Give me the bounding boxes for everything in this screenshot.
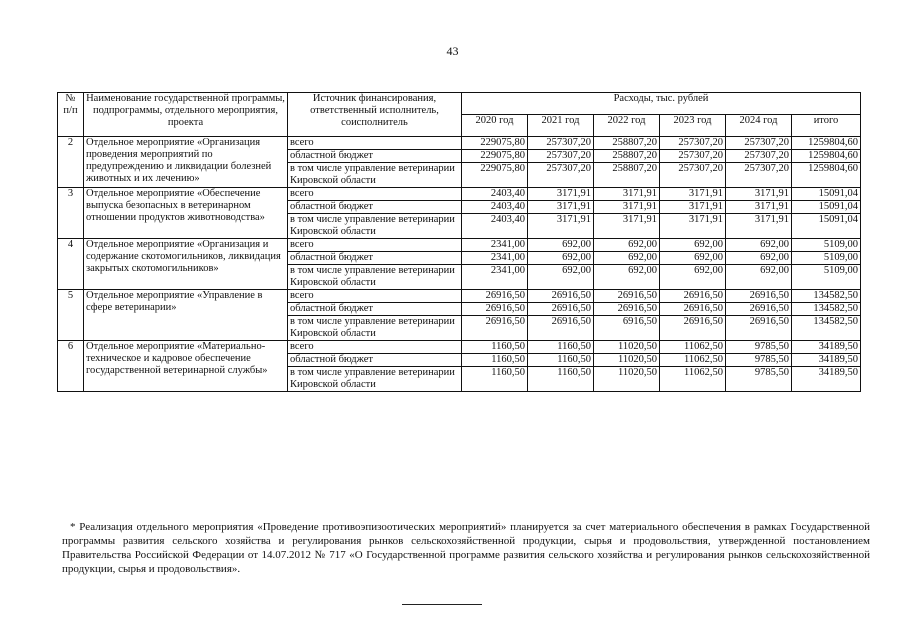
funding-source: областной бюджет [288,354,462,367]
amount-cell: 9785,50 [726,354,792,367]
measure-name: Отдельное мероприятие «Управление в сфере ветеринарии» [84,290,288,341]
amount-cell: 3171,91 [660,214,726,239]
amount-cell: 3171,91 [726,188,792,201]
funding-source: всего [288,341,462,354]
funding-source: в том числе управление ветеринарии Кировской области [288,214,462,239]
amount-cell: 26916,50 [462,316,528,341]
measure-name: Отдельное мероприятие «Организация проведения мероприятий по предупреждению и ликвидации болезней животных и их лечению» [84,137,288,188]
funding-source: всего [288,137,462,150]
amount-cell: 11062,50 [660,367,726,392]
header-year: 2021 год [528,115,594,137]
amount-cell: 5109,00 [792,252,861,265]
amount-cell: 26916,50 [528,290,594,303]
table-row [58,341,861,354]
amount-cell: 2341,00 [462,252,528,265]
header-year: 2024 год [726,115,792,137]
amount-cell: 257307,20 [726,150,792,163]
amount-cell: 15091,04 [792,201,861,214]
amount-cell: 3171,91 [660,188,726,201]
amount-cell: 257307,20 [726,137,792,150]
measure-name: Отдельное мероприятие «Обеспечение выпуска безопасных в ветеринарном отношении продуктов животноводства» [84,188,288,239]
amount-cell: 11020,50 [594,341,660,354]
table-row [58,239,861,252]
amount-cell: 3171,91 [594,201,660,214]
amount-cell: 11062,50 [660,354,726,367]
amount-cell: 26916,50 [660,316,726,341]
header-year: 2023 год [660,115,726,137]
amount-cell: 3171,91 [660,201,726,214]
amount-cell: 257307,20 [528,163,594,188]
funding-source: всего [288,290,462,303]
amount-cell: 26916,50 [660,290,726,303]
amount-cell: 692,00 [594,252,660,265]
header-source: Источник финансирования, ответственный исполнитель, соисполнитель [288,93,462,137]
funding-source: областной бюджет [288,150,462,163]
row-number: 6 [58,341,84,392]
amount-cell: 257307,20 [528,137,594,150]
table-row [58,290,861,303]
amount-cell: 229075,80 [462,163,528,188]
amount-cell: 2341,00 [462,265,528,290]
amount-cell: 15091,04 [792,188,861,201]
amount-cell: 257307,20 [528,150,594,163]
amount-cell: 26916,50 [594,290,660,303]
header-expenses: Расходы, тыс. рублей [462,93,861,115]
amount-cell: 258807,20 [594,163,660,188]
amount-cell: 26916,50 [528,303,594,316]
amount-cell: 258807,20 [594,150,660,163]
amount-cell: 1259804,60 [792,163,861,188]
amount-cell: 11020,50 [594,354,660,367]
amount-cell: 3171,91 [594,188,660,201]
measure-name: Отдельное мероприятие «Материально-техническое и кадровое обеспечение государственной ветеринарной службы» [84,341,288,392]
amount-cell: 34189,50 [792,354,861,367]
footnote: * Реализация отдельного мероприятия «Проведение противоэпизоотических мероприятий» планируется за счет материального обеспечения в рамках Государственной программы развития сельского хозяйства и регулирования рынков сельскохозяйственной продукции, сырья и продовольствия, утвержденной постановлением Правительства Российской Федерации от 14.07.2012 № 717 «О Государственной программе развития сельского хозяйства и регулирования рынков сельскохозяйственной продукции, сырья и продовольствия». [62,521,870,575]
amount-cell: 26916,50 [726,303,792,316]
amount-cell: 9785,50 [726,367,792,392]
amount-cell: 3171,91 [726,214,792,239]
amount-cell: 257307,20 [660,163,726,188]
funding-source: в том числе управление ветеринарии Кировской области [288,316,462,341]
amount-cell: 2403,40 [462,201,528,214]
funding-source: всего [288,239,462,252]
amount-cell: 34189,50 [792,367,861,392]
amount-cell: 1160,50 [528,367,594,392]
page-number: 43 [446,44,459,58]
funding-source: всего [288,188,462,201]
funding-source: в том числе управление ветеринарии Кировской области [288,163,462,188]
funding-source: областной бюджет [288,303,462,316]
header-year: 2022 год [594,115,660,137]
amount-cell: 1160,50 [528,341,594,354]
amount-cell: 692,00 [594,265,660,290]
amount-cell: 692,00 [726,239,792,252]
amount-cell: 26916,50 [726,290,792,303]
amount-cell: 134582,50 [792,316,861,341]
amount-cell: 692,00 [660,252,726,265]
amount-cell: 1160,50 [462,341,528,354]
amount-cell: 3171,91 [528,188,594,201]
amount-cell: 2403,40 [462,214,528,239]
amount-cell: 26916,50 [726,316,792,341]
amount-cell: 26916,50 [528,316,594,341]
amount-cell: 26916,50 [594,303,660,316]
amount-cell: 11020,50 [594,367,660,392]
amount-cell: 692,00 [726,265,792,290]
amount-cell: 3171,91 [594,214,660,239]
amount-cell: 5109,00 [792,239,861,252]
funding-source: областной бюджет [288,252,462,265]
amount-cell: 2403,40 [462,188,528,201]
amount-cell: 26916,50 [462,290,528,303]
amount-cell: 2341,00 [462,239,528,252]
amount-cell: 1160,50 [462,367,528,392]
amount-cell: 692,00 [660,239,726,252]
amount-cell: 257307,20 [660,150,726,163]
amount-cell: 134582,50 [792,290,861,303]
amount-cell: 3171,91 [528,201,594,214]
amount-cell: 26916,50 [462,303,528,316]
amount-cell: 3171,91 [726,201,792,214]
divider-line [402,604,482,605]
amount-cell: 692,00 [726,252,792,265]
measure-name: Отдельное мероприятие «Организация и содержание скотомогильников, ликвидация закрытых скотомогильников» [84,239,288,290]
amount-cell: 692,00 [528,265,594,290]
amount-cell: 6916,50 [594,316,660,341]
amount-cell: 692,00 [594,239,660,252]
amount-cell: 11062,50 [660,341,726,354]
amount-cell: 3171,91 [528,214,594,239]
row-number: 2 [58,137,84,188]
amount-cell: 692,00 [660,265,726,290]
amount-cell: 26916,50 [660,303,726,316]
amount-cell: 1259804,60 [792,150,861,163]
expenses-table [57,92,861,392]
funding-source: в том числе управление ветеринарии Кировской области [288,367,462,392]
header-year: 2020 год [462,115,528,137]
amount-cell: 34189,50 [792,341,861,354]
amount-cell: 1160,50 [528,354,594,367]
header-num: № п/п [58,93,84,137]
funding-source: областной бюджет [288,201,462,214]
header-name: Наименование государственной программы, подпрограммы, отдельного мероприятия, проекта [84,93,288,137]
amount-cell: 257307,20 [726,163,792,188]
row-number: 3 [58,188,84,239]
table-row [58,188,861,201]
amount-cell: 5109,00 [792,265,861,290]
funding-source: в том числе управление ветеринарии Кировской области [288,265,462,290]
amount-cell: 9785,50 [726,341,792,354]
table-row [58,137,861,150]
header-year: итого [792,115,861,137]
amount-cell: 134582,50 [792,303,861,316]
amount-cell: 15091,04 [792,214,861,239]
row-number: 4 [58,239,84,290]
amount-cell: 229075,80 [462,150,528,163]
amount-cell: 257307,20 [660,137,726,150]
amount-cell: 1160,50 [462,354,528,367]
amount-cell: 692,00 [528,252,594,265]
amount-cell: 229075,80 [462,137,528,150]
amount-cell: 1259804,60 [792,137,861,150]
row-number: 5 [58,290,84,341]
amount-cell: 692,00 [528,239,594,252]
amount-cell: 258807,20 [594,137,660,150]
